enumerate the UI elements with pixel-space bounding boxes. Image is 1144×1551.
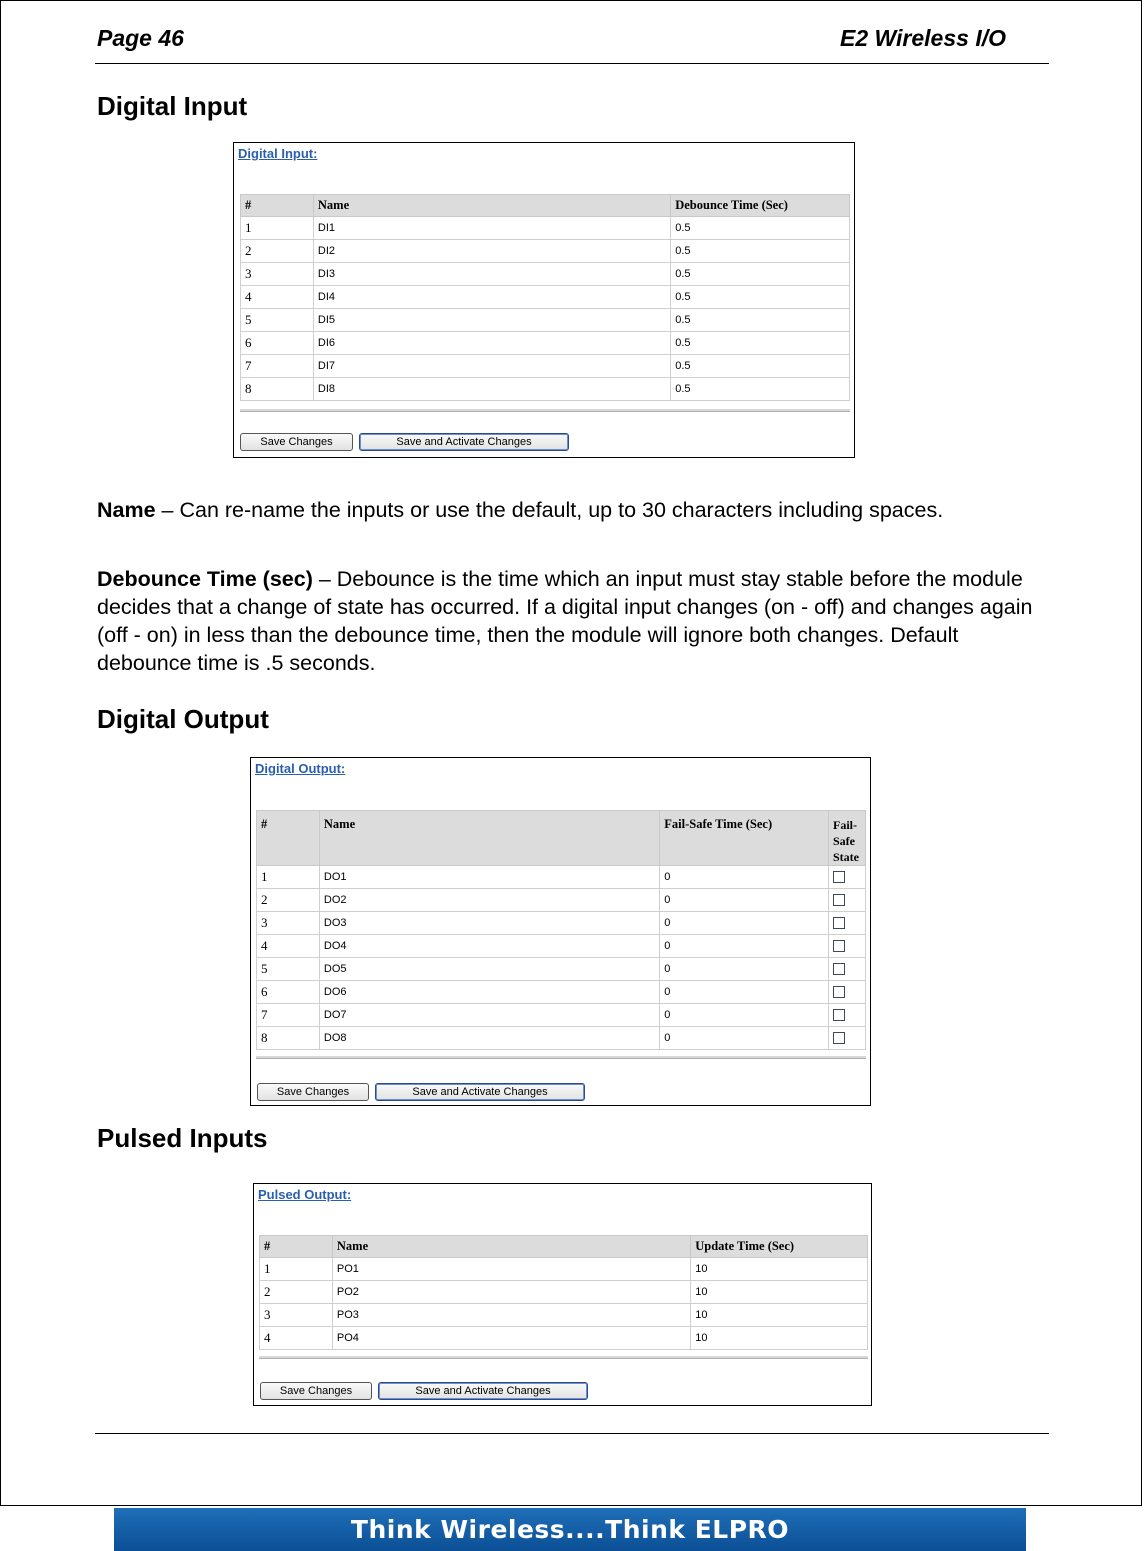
table-row [260,1281,868,1304]
row-number: 6 [241,332,314,355]
col-header-fail-safe-state: Fail-Safe State [828,811,865,866]
digital-output-heading: Digital Output [97,704,269,734]
row-value[interactable]: 10 [691,1304,868,1327]
row-number: 4 [260,1327,333,1350]
fail-safe-state-cell [828,912,865,935]
row-name[interactable]: DO5 [319,958,659,981]
save-changes-button[interactable]: Save Changes [260,1382,372,1400]
table-row [257,889,866,912]
row-name[interactable]: DO6 [319,981,659,1004]
row-number: 3 [260,1304,333,1327]
name-text: – Can re-name the inputs or use the default, up to 30 characters including spaces. [155,498,944,522]
row-name[interactable]: DI1 [313,217,670,240]
table-row [241,286,850,309]
row-number: 1 [260,1258,333,1281]
table-row [241,240,850,263]
fail-safe-state-checkbox[interactable] [833,963,845,975]
row-number: 4 [241,286,314,309]
divider [240,409,850,412]
row-number: 5 [257,958,320,981]
row-number: 1 [257,866,320,889]
row-value[interactable]: 0 [660,958,829,981]
row-name[interactable]: DI6 [313,332,670,355]
digital-input-panel-title[interactable]: Digital Input: [238,146,318,161]
name-description [97,496,1042,524]
col-header-debounce: Debounce Time (Sec) [671,195,850,217]
fail-safe-state-checkbox[interactable] [833,1032,845,1044]
row-name[interactable]: DI7 [313,355,670,378]
divider [256,1056,866,1059]
row-number: 8 [241,378,314,401]
row-name[interactable]: DO4 [319,935,659,958]
pulsed-output-panel-title[interactable]: Pulsed Output: [258,1187,352,1202]
name-term: Name [97,498,156,522]
fail-safe-state-cell [828,958,865,981]
col-header-update-time: Update Time (Sec) [691,1236,868,1258]
fail-safe-state-checkbox[interactable] [833,917,845,929]
row-number: 1 [241,217,314,240]
table-row [257,981,866,1004]
table-row [260,1304,868,1327]
row-value[interactable]: 0.5 [671,355,850,378]
table-row [241,355,850,378]
fail-safe-state-checkbox[interactable] [833,894,845,906]
table-row [257,866,866,889]
debounce-description [97,565,1042,677]
row-number: 2 [257,889,320,912]
digital-output-table [256,810,866,1050]
table-row [241,309,850,332]
row-name[interactable]: DI8 [313,378,670,401]
save-changes-button[interactable]: Save Changes [240,433,353,451]
fail-safe-state-checkbox[interactable] [833,1009,845,1021]
table-row [257,958,866,981]
row-value[interactable]: 0.5 [671,286,850,309]
row-name[interactable]: DI4 [313,286,670,309]
save-and-activate-button[interactable]: Save and Activate Changes [378,1382,588,1400]
row-value[interactable]: 0 [660,935,829,958]
col-header-number: # [260,1236,333,1258]
page-number: Page 46 [97,25,184,51]
row-name[interactable]: PO3 [332,1304,690,1327]
col-header-number: # [257,811,320,866]
table-header-row [260,1236,868,1258]
table-row [241,217,850,240]
row-value[interactable]: 0 [660,912,829,935]
fail-safe-state-cell [828,866,865,889]
footer-banner: Think Wireless....Think ELPRO [114,1508,1026,1551]
row-value[interactable]: 0.5 [671,217,850,240]
debounce-term: Debounce Time (sec) [97,567,313,591]
digital-output-panel-title[interactable]: Digital Output: [255,761,346,776]
col-header-number: # [241,195,314,217]
table-row [241,332,850,355]
table-row [257,1004,866,1027]
digital-input-table [240,194,850,401]
row-number: 2 [260,1281,333,1304]
table-row [257,1027,866,1050]
col-header-fail-safe-time: Fail-Safe Time (Sec) [660,811,829,866]
table-row [257,935,866,958]
table-row [241,378,850,401]
row-number: 7 [257,1004,320,1027]
document-title: E2 Wireless I/O [840,25,1006,51]
save-and-activate-button[interactable]: Save and Activate Changes [375,1083,585,1101]
fail-safe-state-checkbox[interactable] [833,871,845,883]
row-name[interactable]: PO2 [332,1281,690,1304]
fail-safe-state-cell [828,1004,865,1027]
save-and-activate-button[interactable]: Save and Activate Changes [359,433,569,451]
row-name[interactable]: DI5 [313,309,670,332]
fail-safe-state-checkbox[interactable] [833,986,845,998]
row-name[interactable]: DI2 [313,240,670,263]
row-number: 8 [257,1027,320,1050]
fail-safe-state-cell [828,935,865,958]
header-rule [95,63,1049,64]
fail-safe-state-cell [828,981,865,1004]
fail-safe-state-cell [828,889,865,912]
save-changes-button[interactable]: Save Changes [257,1083,369,1101]
row-number: 2 [241,240,314,263]
pulsed-inputs-heading: Pulsed Inputs [97,1123,268,1153]
row-number: 3 [257,912,320,935]
row-value[interactable]: 0.5 [671,378,850,401]
digital-output-panel [250,757,871,1106]
row-value[interactable]: 0.5 [671,332,850,355]
pulsed-output-table [259,1235,868,1350]
row-value[interactable]: 0 [660,981,829,1004]
table-row [260,1258,868,1281]
row-name[interactable]: PO1 [332,1258,690,1281]
digital-input-heading: Digital Input [97,91,248,121]
row-value[interactable]: 10 [691,1327,868,1350]
row-name[interactable]: DO3 [319,912,659,935]
row-name[interactable]: DO8 [319,1027,659,1050]
fail-safe-state-checkbox[interactable] [833,940,845,952]
row-value[interactable]: 0 [660,1027,829,1050]
row-name[interactable]: DO1 [319,866,659,889]
row-number: 4 [257,935,320,958]
table-row [257,912,866,935]
debounce-text: – Debounce is the time which an input must stay stable before the module decides that a change of state has occurred. If a digital input changes (on - off) and changes again (off - on) in less than the debounce time, then the module will ignore both changes. Default debounce time is .5 seconds. [97,567,1033,675]
row-number: 3 [241,263,314,286]
col-header-name: Name [313,195,670,217]
row-value[interactable]: 0 [660,1004,829,1027]
row-number: 6 [257,981,320,1004]
row-number: 5 [241,309,314,332]
row-name[interactable]: DO2 [319,889,659,912]
row-value[interactable]: 0.5 [671,240,850,263]
row-value[interactable]: 10 [691,1258,868,1281]
divider [259,1356,868,1359]
row-value[interactable]: 0 [660,889,829,912]
table-header-row [241,195,850,217]
footer-rule [95,1433,1049,1434]
table-row [260,1327,868,1350]
row-value[interactable]: 0.5 [671,309,850,332]
row-name[interactable]: DI3 [313,263,670,286]
row-value[interactable]: 10 [691,1281,868,1304]
table-row [241,263,850,286]
row-value[interactable]: 0.5 [671,263,850,286]
row-name[interactable]: DO7 [319,1004,659,1027]
digital-input-panel [233,142,855,458]
row-number: 7 [241,355,314,378]
table-header-row [257,811,866,866]
row-value[interactable]: 0 [660,866,829,889]
fail-safe-state-cell [828,1027,865,1050]
pulsed-output-panel [253,1183,872,1406]
col-header-name: Name [319,811,659,866]
col-header-name: Name [332,1236,690,1258]
row-name[interactable]: PO4 [332,1327,690,1350]
